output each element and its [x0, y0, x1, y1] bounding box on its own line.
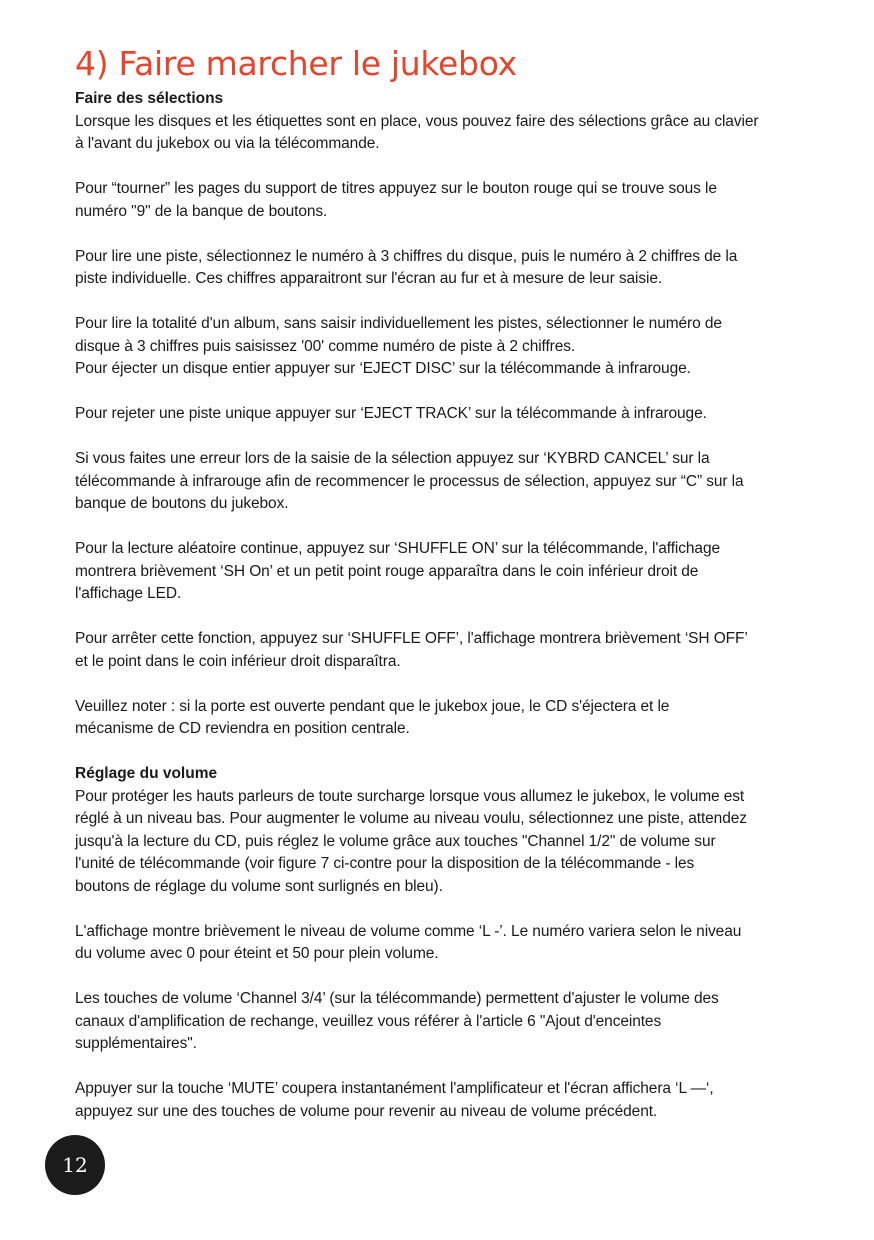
paragraph — [75, 1078, 835, 1123]
text-line: réglé à un niveau bas. Pour augmenter le volume au niveau voulu, sélectionnez une piste, attendez — [75, 810, 747, 827]
text-line: disque à 3 chiffres puis saisissez '00' comme numéro de piste à 2 chiffres. — [75, 337, 576, 355]
page-number-badge — [45, 1135, 105, 1195]
page-title: 4) Faire marcher le jukebox — [75, 44, 517, 83]
section-heading-selections: Faire des sélections — [75, 90, 224, 107]
text-line: Appuyer sur la touche ‘MUTE’ coupera instantanément l'amplificateur et l'écran affichera ‘L —‘, — [75, 1080, 714, 1097]
text-line: Pour “tourner” les pages du support de titres appuyez sur le bouton rouge qui se trouve sous le — [75, 180, 717, 197]
text-line: L'affichage montre brièvement le niveau de volume comme ‘L -’. Le numéro variera selon le niveau — [75, 922, 742, 940]
text-line: Pour protéger les hauts parleurs de toute surcharge lorsque vous allumez le jukebox, le volume est — [75, 787, 745, 805]
text-line: télécommande à infrarouge afin de recommencer le processus de sélection, appuyez sur “C” sur la — [75, 472, 744, 490]
page-number: 12 — [62, 1153, 88, 1177]
text-line: numéro "9" de la banque de boutons. — [75, 202, 328, 220]
text-line: Si vous faites une erreur lors de la saisie de la sélection appuyez sur ‘KYBRD CANCEL’ sur la — [75, 450, 710, 467]
text-line: piste individuelle. Ces chiffres apparaitront sur l'écran au fur et à mesure de leur saisie. — [75, 270, 663, 287]
paragraph — [75, 111, 835, 156]
paragraph — [75, 403, 835, 426]
text-line: Lorsque les disques et les étiquettes sont en place, vous pouvez faire des sélections grâce au clavier — [75, 112, 759, 130]
text-line: Veuillez noter : si la porte est ouverte pendant que le jukebox joue, le CD s'éjectera et le — [75, 697, 670, 715]
paragraph — [75, 178, 835, 223]
paragraph — [75, 988, 835, 1056]
text-line: canaux d'amplification de rechange, veuillez vous référer à l'article 6 "Ajout d'enceintes — [75, 1012, 662, 1030]
text-line: banque de boutons du jukebox. — [75, 495, 289, 512]
paragraph — [75, 628, 835, 673]
text-line: et le point dans le coin inférieur droit disparaîtra. — [75, 652, 401, 670]
text-line: l'affichage LED. — [75, 585, 182, 602]
paragraph — [75, 448, 835, 516]
text-line: supplémentaires". — [75, 1035, 197, 1052]
section-heading-volume: Réglage du volume — [75, 765, 218, 782]
paragraph — [75, 313, 835, 381]
text-line: mécanisme de CD reviendra en position centrale. — [75, 720, 410, 737]
text-line: Pour lire la totalité d'un album, sans saisir individuellement les pistes, sélectionner le numéro de — [75, 315, 722, 332]
text-line: montrera brièvement ‘SH On’ et un petit point rouge apparaîtra dans le coin inférieur droit de — [75, 562, 699, 580]
text-line: appuyez sur une des touches de volume pour revenir au niveau de volume précédent. — [75, 1102, 658, 1120]
text-line: Pour arrêter cette fonction, appuyez sur ‘SHUFFLE OFF’, l'affichage montrera brièvement ‘SH OFF’ — [75, 630, 748, 647]
text-line: l'unité de télécommande (voir figure 7 ci-contre pour la disposition de la télécommande - les — [75, 855, 695, 872]
text-line: Pour lire une piste, sélectionnez le numéro à 3 chiffres du disque, puis le numéro à 2 chiffres de la — [75, 247, 738, 265]
paragraph — [75, 246, 835, 291]
section-selections-body — [75, 111, 835, 741]
text-line: du volume avec 0 pour éteint et 50 pour plein volume. — [75, 945, 439, 962]
section-volume-body — [75, 786, 835, 1124]
text-line: boutons de réglage du volume sont surlignés en bleu). — [75, 877, 443, 895]
text-line: Pour la lecture aléatoire continue, appuyez sur ‘SHUFFLE ON’ sur la télécommande, l'affichage — [75, 540, 720, 557]
page-content — [75, 40, 835, 1123]
text-line: jusqu'à la lecture du CD, puis réglez le volume grâce aux touches "Channel 1/2" de volume sur — [75, 832, 716, 850]
text-line: Pour rejeter une piste unique appuyer sur ‘EJECT TRACK’ sur la télécommande à infrarouge. — [75, 405, 707, 422]
text-line: Pour éjecter un disque entier appuyer sur ‘EJECT DISC’ sur la télécommande à infrarouge. — [75, 360, 691, 377]
paragraph — [75, 696, 835, 741]
text-line: Les touches de volume ‘Channel 3/4’ (sur la télécommande) permettent d'ajuster le volume des — [75, 990, 719, 1007]
paragraph — [75, 538, 835, 606]
paragraph — [75, 921, 835, 966]
paragraph — [75, 786, 835, 899]
text-line: à l'avant du jukebox ou via la télécommande. — [75, 135, 380, 152]
